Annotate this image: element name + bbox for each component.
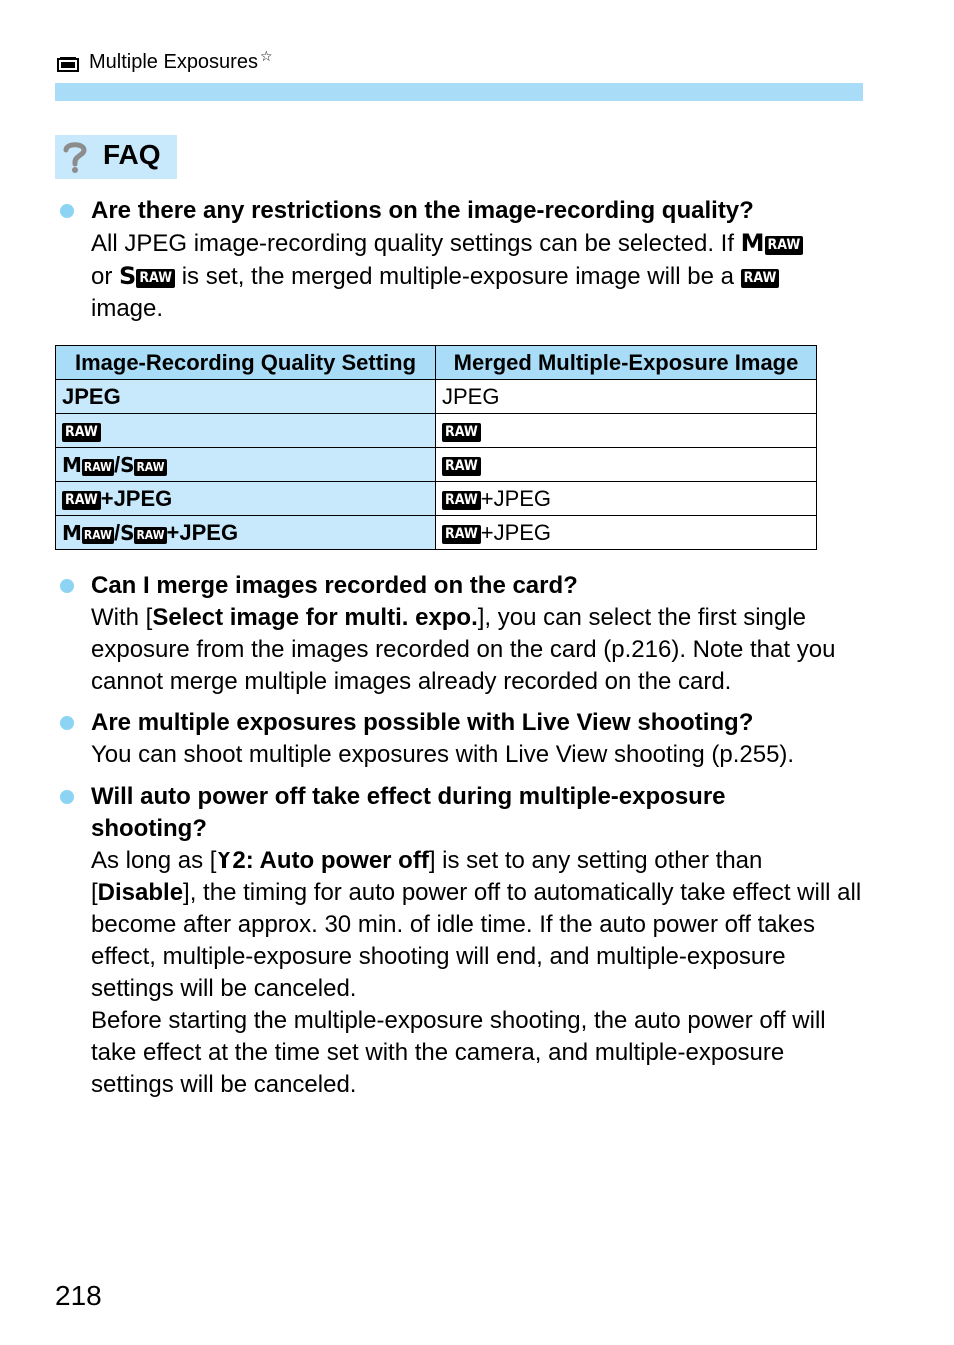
answer-1: All JPEG image-recording quality settings can be selected. If M RAW or S RAW is set, the merged multiple-exposure image will be a RAW image. (91, 227, 870, 325)
table-row (56, 448, 817, 482)
wrench-icon (216, 850, 232, 870)
table-row (56, 516, 817, 550)
table-cell (436, 414, 817, 448)
bullet-icon (60, 204, 74, 218)
raw-icon: RAW (136, 459, 165, 474)
raw-icon: RAW (83, 459, 112, 474)
raw-icon: RAW (62, 423, 101, 442)
table-row (56, 414, 817, 448)
faq-item-1 (60, 195, 870, 325)
table-cell (436, 448, 817, 482)
m-size-icon: M (62, 520, 82, 545)
table-cell: RAW +JPEG (436, 516, 817, 550)
star-icon: ☆ (259, 47, 273, 64)
table-row (56, 380, 817, 414)
question-3: Are multiple exposures possible with Live View shooting? (91, 709, 754, 736)
table-cell: JPEG (436, 380, 817, 414)
raw-icon: RAW (442, 491, 481, 510)
header-title: Multiple Exposures (89, 50, 258, 73)
s-size-icon: S (119, 262, 137, 290)
bullet-icon (60, 716, 74, 730)
raw-icon: RAW (442, 457, 481, 476)
bullet-icon (60, 579, 74, 593)
raw-icon: RAW (442, 423, 481, 442)
faq-item-4 (60, 781, 870, 1101)
s-size-icon: S (120, 452, 135, 477)
table-cell (56, 414, 436, 448)
raw-icon: RAW (136, 269, 175, 288)
s-size-icon: S (120, 520, 135, 545)
header-bar (55, 83, 863, 101)
raw-icon: RAW (765, 236, 804, 255)
table-header: Merged Multiple-Exposure Image (436, 346, 817, 380)
quality-table (55, 345, 817, 550)
faq-item-2 (60, 570, 870, 698)
table-row (56, 482, 817, 516)
table-header: Image-Recording Quality Setting (56, 346, 436, 380)
table-cell: M RAW/S RAW+JPEG (56, 516, 436, 550)
camera-menu-icon (57, 55, 79, 71)
question-4: Will auto power off take effect during multiple-exposure shooting? (91, 783, 726, 842)
question-1: Are there any restrictions on the image-recording quality? (91, 197, 754, 224)
faq-heading (55, 135, 177, 179)
raw-icon: RAW (62, 491, 101, 510)
page-header (57, 48, 273, 76)
raw-icon: RAW (442, 525, 481, 544)
answer-4-note: Before starting the multiple-exposure shooting, the auto power off will take effect at the time set with the camera, and multiple-exposure settings will be canceled. (91, 1007, 826, 1098)
raw-icon: RAW (83, 527, 112, 542)
table-header-row (56, 346, 817, 380)
m-size-icon: M (740, 229, 765, 257)
table-cell: RAW +JPEG (56, 482, 436, 516)
answer-3: You can shoot multiple exposures with Live View shooting (p.255). (91, 741, 795, 768)
page-number: 218 (55, 1280, 102, 1311)
m-size-icon: M (62, 452, 82, 477)
table-cell: RAW +JPEG (436, 482, 817, 516)
bullet-icon (60, 790, 74, 804)
question-mark-icon (55, 135, 95, 179)
answer-4: As long as [ 2: Auto power off] is set to any setting other than [Disable], the timing for auto power off to automatically take effect will all become after approx. 30 min. of idle time. If the auto power off takes effect, multiple-exposure shooting will end, and multiple-exposure settings will be canceled. (91, 847, 862, 1002)
raw-icon: RAW (136, 527, 165, 542)
question-2: Can I merge images recorded on the card? (91, 572, 578, 599)
raw-icon: RAW (741, 269, 780, 288)
faq-item-3 (60, 707, 870, 771)
table-cell: JPEG (56, 380, 436, 414)
faq-label: FAQ (103, 139, 161, 170)
table-cell: M RAW/S RAW (56, 448, 436, 482)
answer-2: With [Select image for multi. expo.], you can select the first single exposure from the images recorded on the card (p.216). Note that you cannot merge multiple images already recorded on the card. (91, 604, 836, 695)
